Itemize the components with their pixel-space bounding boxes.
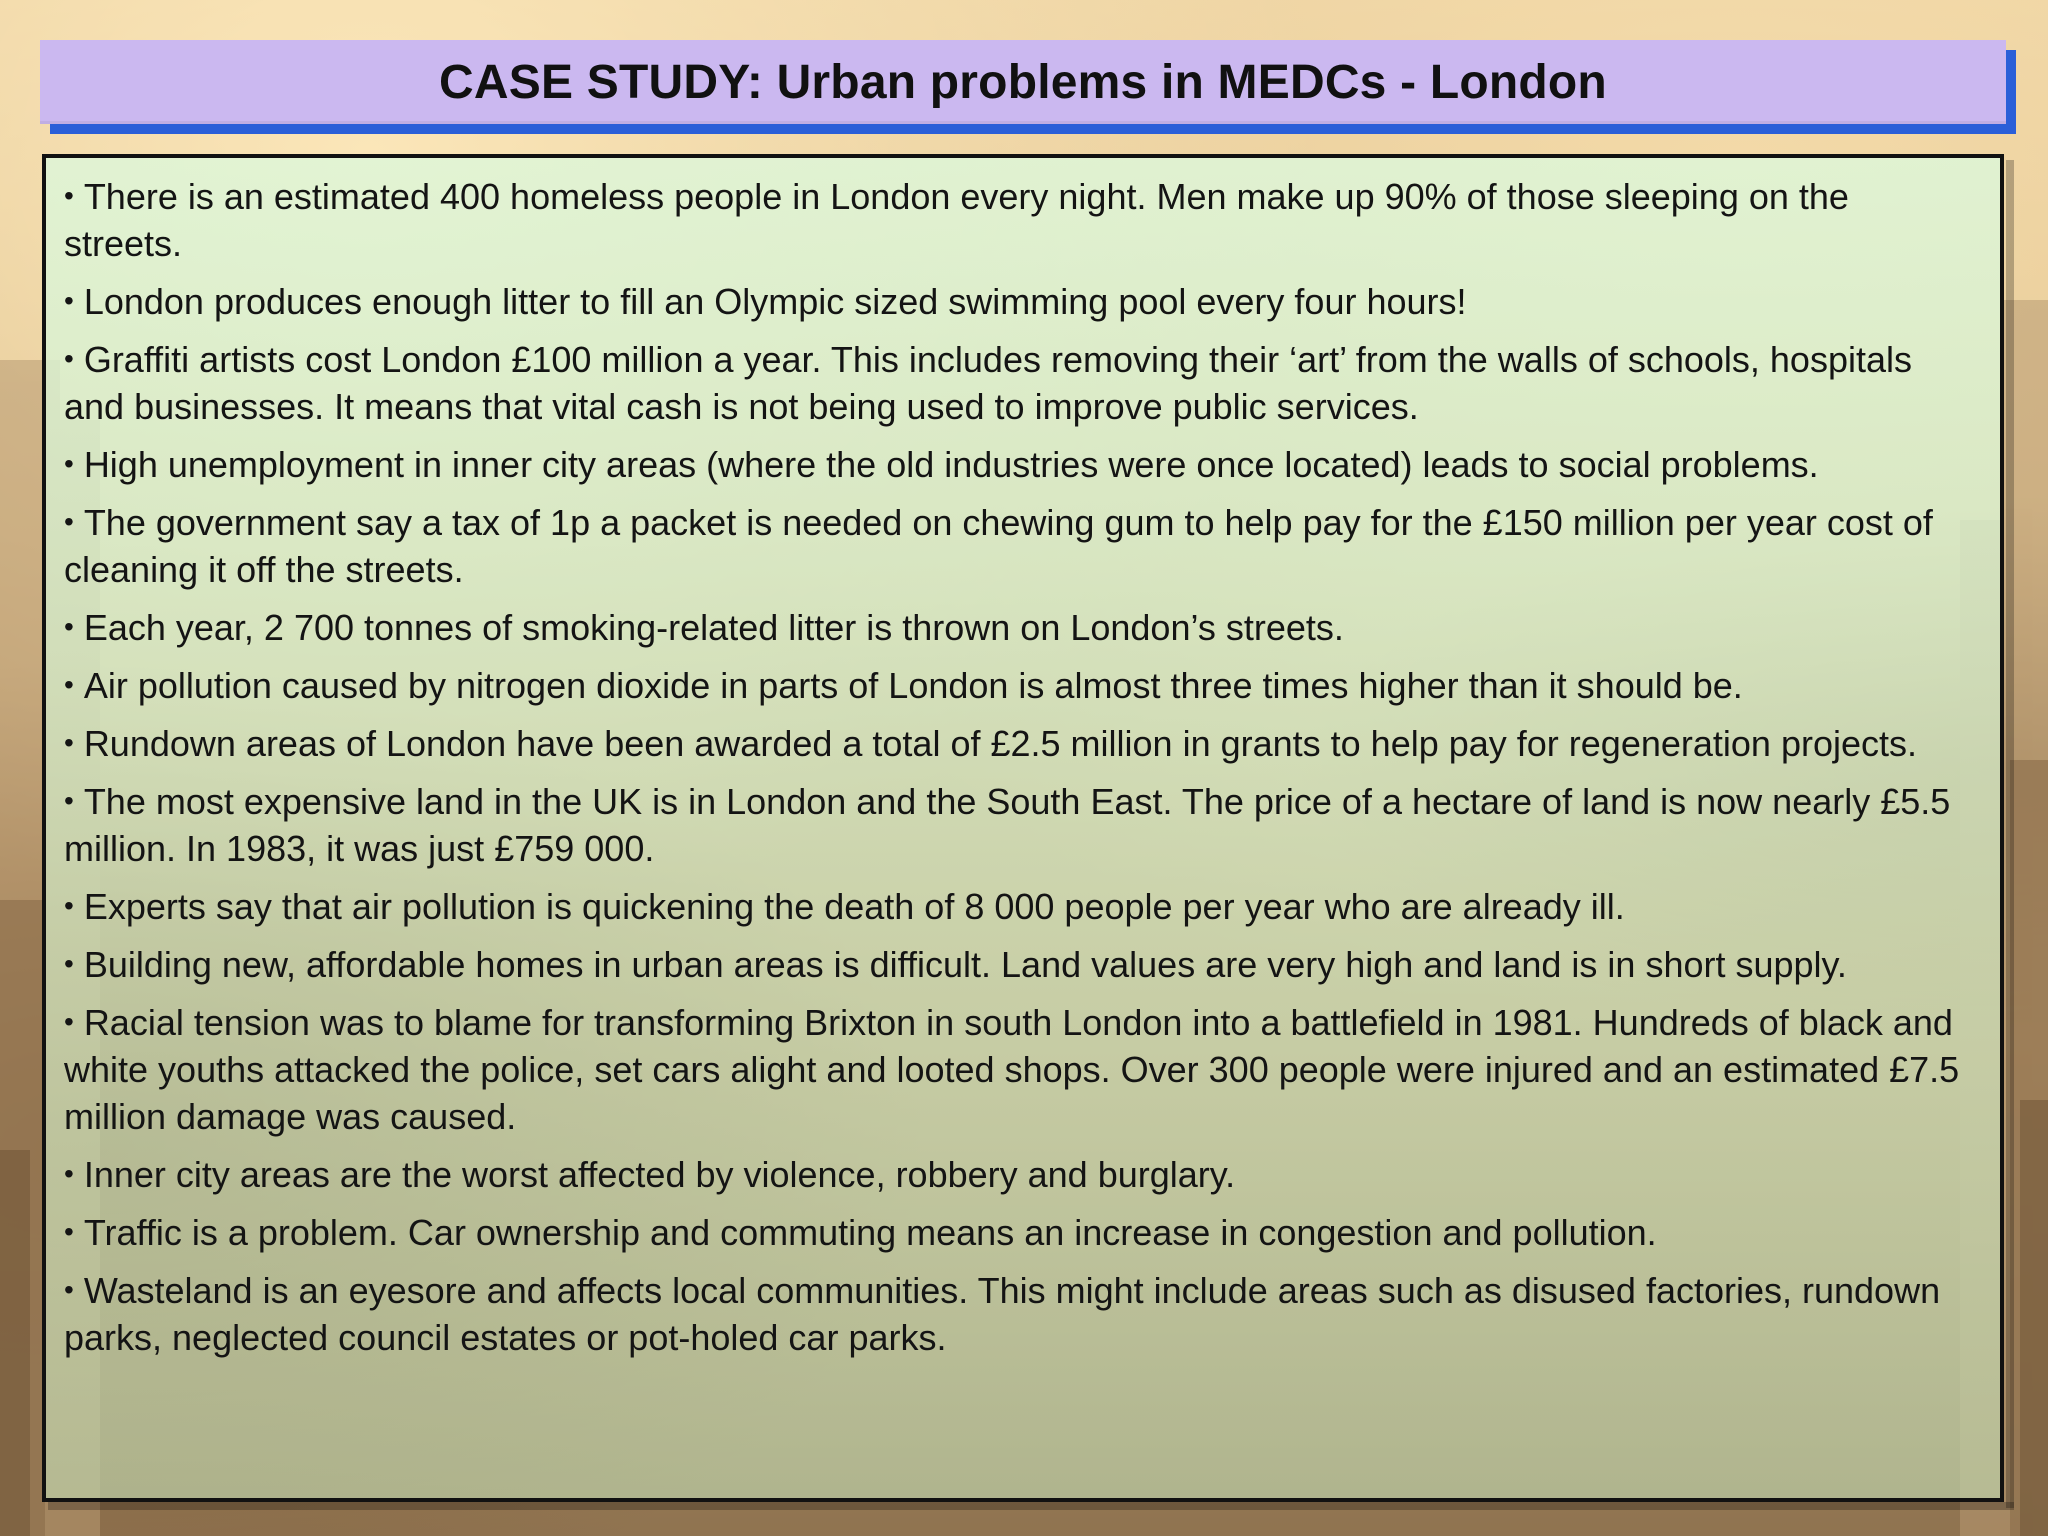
- bullet-text: Graffiti artists cost London £100 million a year. This includes removing their ‘art’ from the walls of schools, hospitals and businesses. It means that vital cash is not being used to improve public services.: [64, 339, 1912, 427]
- bullet-text: Rundown areas of London have been awarded a total of £2.5 million in grants to help pay for regeneration projects.: [83, 723, 1917, 764]
- bullet-text: The government say a tax of 1p a packet is needed on chewing gum to help pay for the £150 million per year cost of cleaning it off the streets.: [64, 502, 1933, 590]
- bullet-dot-icon: •: [64, 890, 74, 921]
- bullet-text: Inner city areas are the worst affected by violence, robbery and burglary.: [83, 1154, 1236, 1195]
- bullet-text: There is an estimated 400 homeless people in London every night. Men make up 90% of those sleeping on the streets.: [64, 176, 1849, 264]
- content-box-shadow-bottom: [48, 1502, 2014, 1510]
- list-item: [64, 1150, 1974, 1198]
- bullet-dot-icon: •: [64, 1274, 74, 1305]
- bullet-list: [64, 172, 1974, 1361]
- bullet-dot-icon: •: [64, 285, 74, 316]
- list-item: [64, 998, 1974, 1140]
- list-item: [64, 277, 1974, 325]
- bullet-text: Air pollution caused by nitrogen dioxide in parts of London is almost three times higher than it should be.: [83, 665, 1743, 706]
- bullet-dot-icon: •: [64, 669, 74, 700]
- content-box-shadow-right: [2006, 160, 2014, 1508]
- bullet-dot-icon: •: [64, 1006, 74, 1037]
- list-item: [64, 1208, 1974, 1256]
- list-item: [64, 719, 1974, 767]
- bullet-text: Traffic is a problem. Car ownership and commuting means an increase in congestion and pollution.: [83, 1212, 1657, 1253]
- list-item: [64, 603, 1974, 651]
- bullet-dot-icon: •: [64, 1158, 74, 1189]
- bullet-dot-icon: •: [64, 506, 74, 537]
- list-item: [64, 777, 1974, 872]
- list-item: [64, 882, 1974, 930]
- list-item: [64, 661, 1974, 709]
- bullet-text: Racial tension was to blame for transforming Brixton in south London into a battlefield in 1981. Hundreds of black and white youths attacked the police, set cars alight and looted shops. Over 300 people were injured and an estimated £7.5 million damage was caused.: [64, 1002, 1960, 1137]
- bullet-dot-icon: •: [64, 611, 74, 642]
- bullet-dot-icon: •: [64, 948, 74, 979]
- bullet-dot-icon: •: [64, 343, 74, 374]
- bullet-text: Building new, affordable homes in urban areas is difficult. Land values are very high and land is in short supply.: [83, 944, 1847, 985]
- bullet-text: The most expensive land in the UK is in London and the South East. The price of a hectare of land is now nearly £5.5 million. In 1983, it was just £759 000.: [64, 781, 1951, 869]
- title-bar: [40, 40, 2006, 124]
- bullet-dot-icon: •: [64, 448, 74, 479]
- bullet-text: Experts say that air pollution is quickening the death of 8 000 people per year who are already ill.: [83, 886, 1625, 927]
- list-item: [64, 335, 1974, 430]
- bullet-dot-icon: •: [64, 1216, 74, 1247]
- slide-title: CASE STUDY: Urban problems in MEDCs - London: [439, 55, 1607, 109]
- bullet-dot-icon: •: [64, 785, 74, 816]
- list-item: [64, 172, 1974, 267]
- content-box: [42, 154, 2004, 1502]
- bullet-text: Wasteland is an eyesore and affects local communities. This might include areas such as disused factories, rundown parks, neglected council estates or pot-holed car parks.: [64, 1270, 1941, 1358]
- bullet-dot-icon: •: [64, 727, 74, 758]
- bullet-dot-icon: •: [64, 180, 74, 211]
- list-item: [64, 498, 1974, 593]
- list-item: [64, 940, 1974, 988]
- list-item: [64, 440, 1974, 488]
- list-item: [64, 1266, 1974, 1361]
- bullet-text: Each year, 2 700 tonnes of smoking-related litter is thrown on London’s streets.: [83, 607, 1344, 648]
- bullet-text: High unemployment in inner city areas (where the old industries were once located) leads to social problems.: [83, 444, 1819, 485]
- bullet-text: London produces enough litter to fill an Olympic sized swimming pool every four hours!: [83, 281, 1467, 322]
